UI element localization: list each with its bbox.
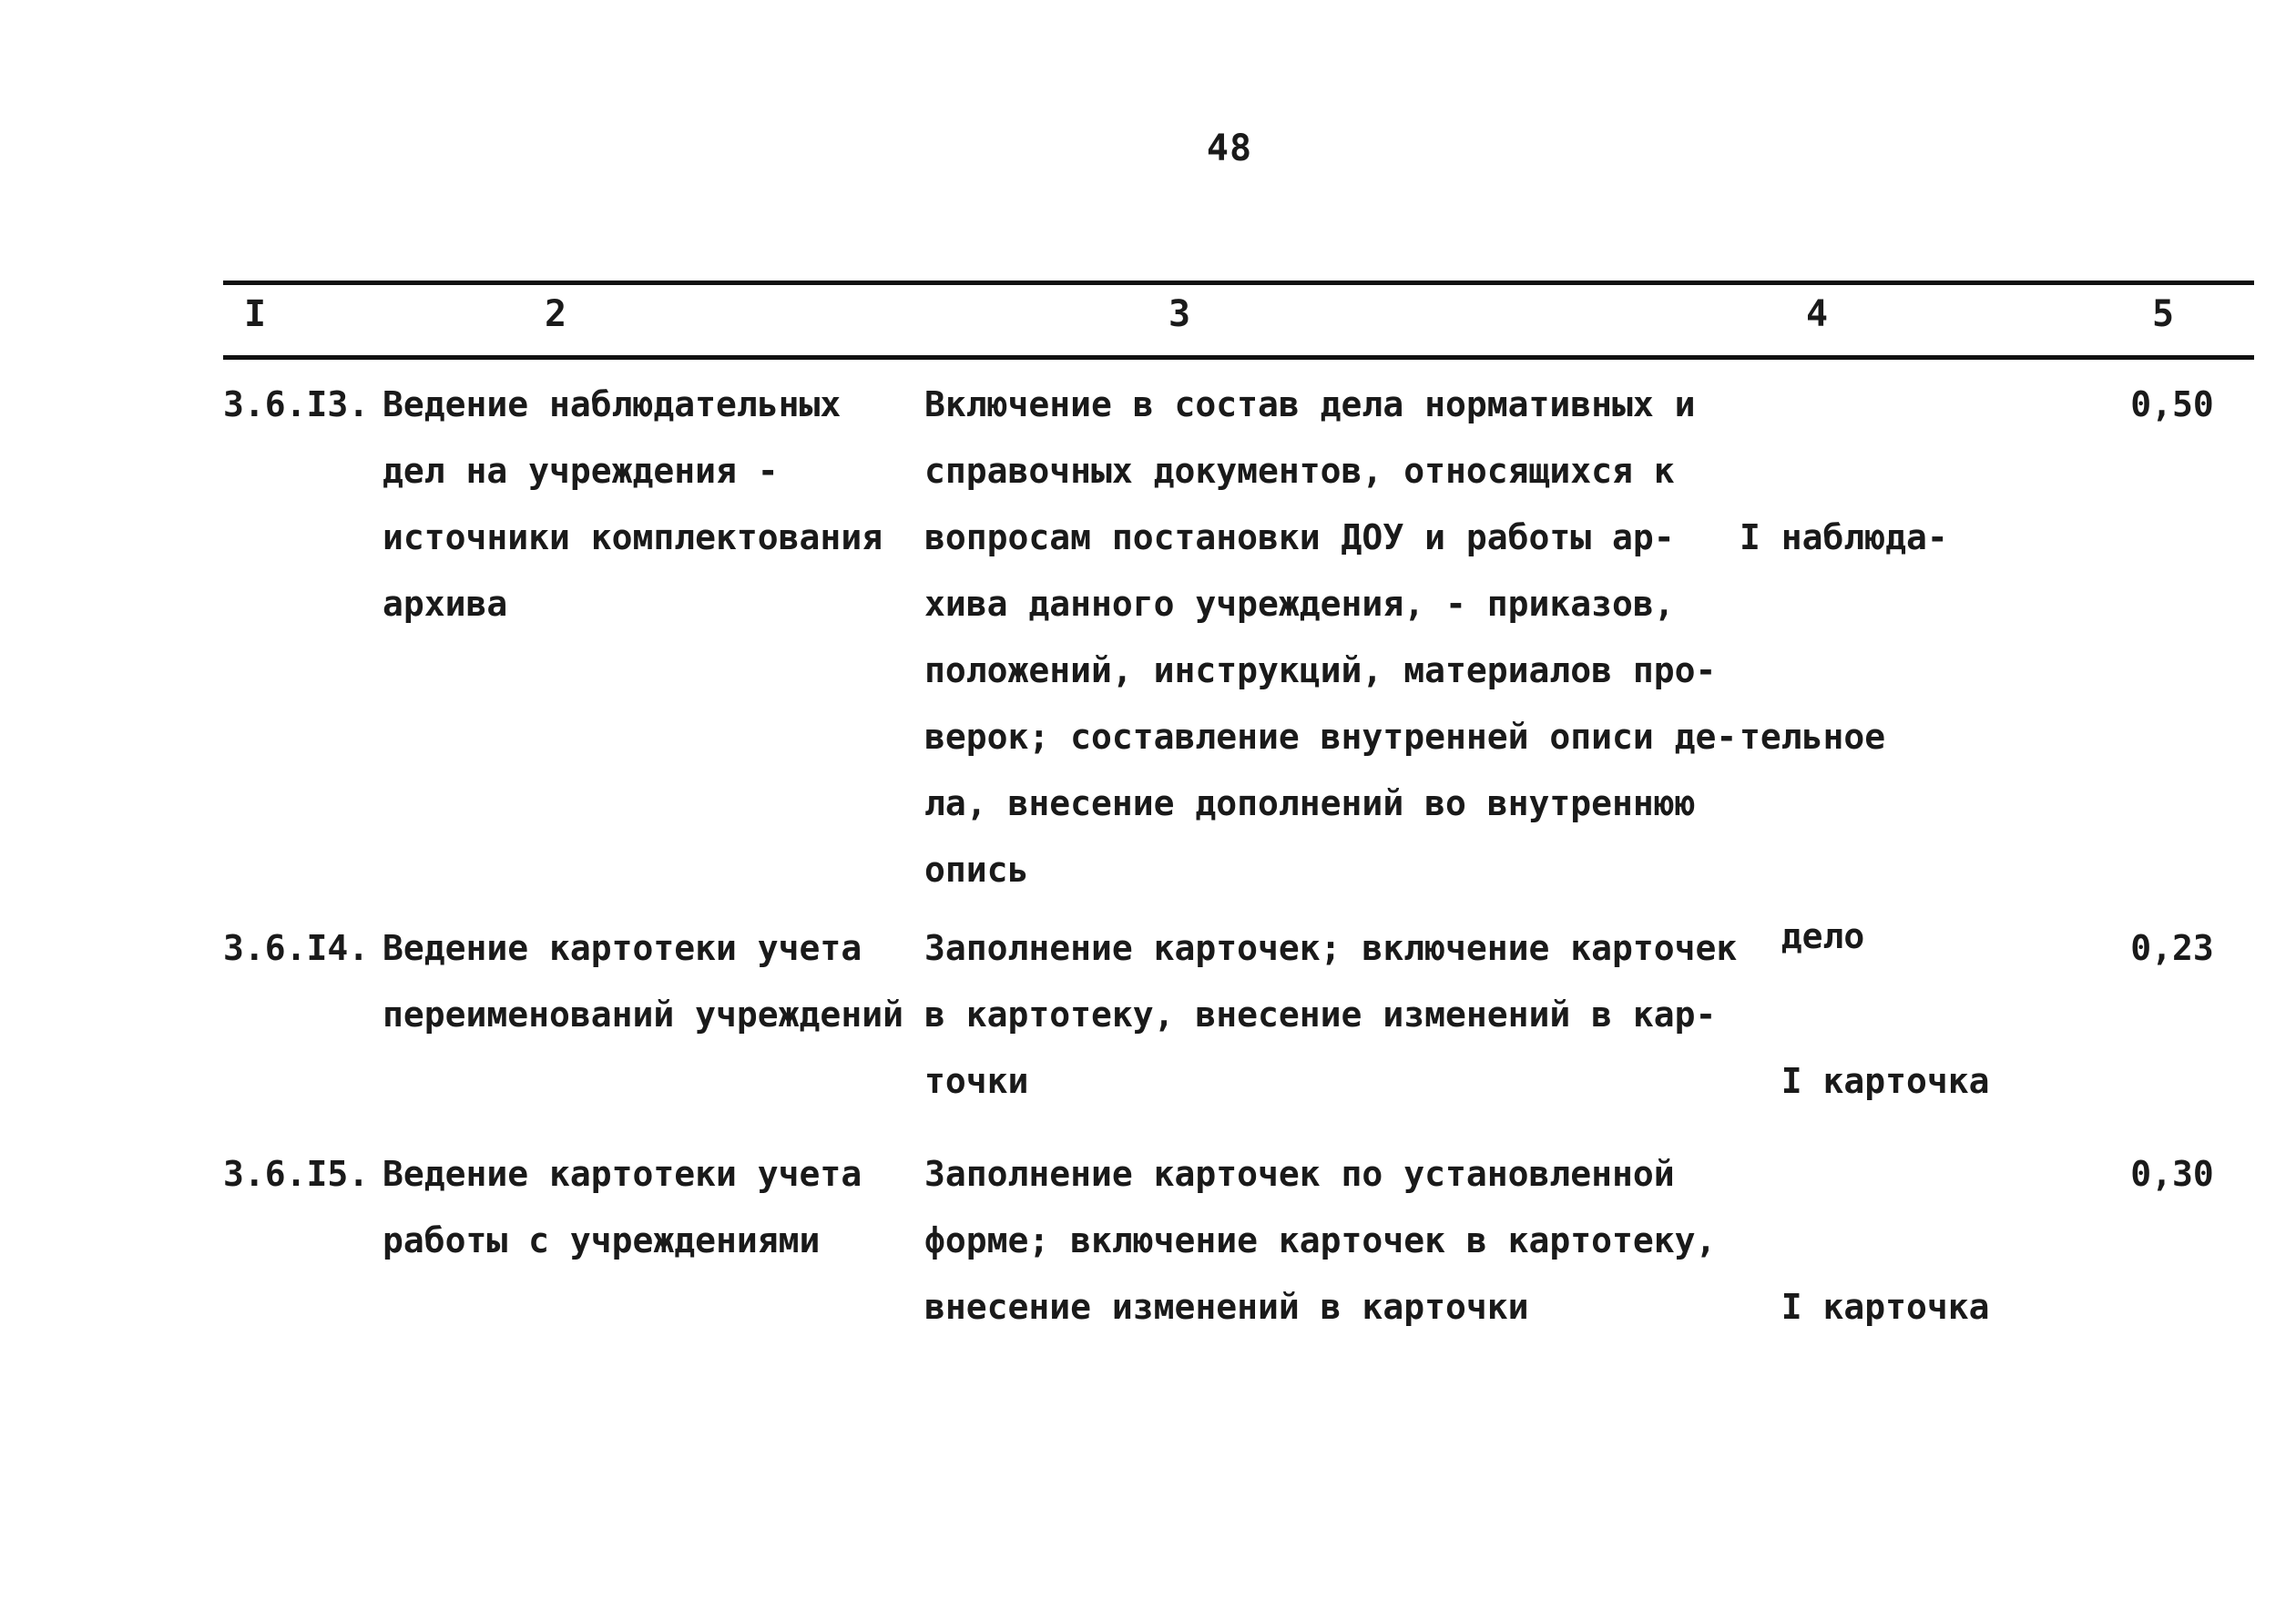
row-name-line: переименований учреждений (383, 995, 903, 1035)
row-name (383, 1141, 862, 1274)
row-description-line: в картотеку, внесение изменений в кар- (924, 995, 1717, 1035)
row-unit-line: I наблюда- (1740, 517, 1948, 557)
row-name-line: источники комплектования (383, 517, 883, 557)
row-description-line: хива данного учреждения, - приказов, (924, 584, 1675, 624)
row-name-line: Ведение картотеки учета (383, 928, 862, 968)
row-norm: 0,50 (2130, 384, 2214, 424)
column-header-1: I (243, 293, 267, 335)
row-name-line: Ведение наблюдательных (383, 384, 842, 424)
row-description-line: верок; составление внутренней описи де- (924, 717, 1738, 757)
row-number: 3.6.I4. (223, 928, 370, 968)
column-header-3: 3 (1168, 293, 1191, 335)
row-description-line: положений, инструкций, материалов про- (924, 650, 1717, 690)
row-description-line: форме; включение карточек в картотеку, (924, 1220, 1717, 1260)
row-description (924, 372, 1737, 903)
row-description-line: вопросам постановки ДОУ и работы ар- (924, 517, 1675, 557)
row-norm: 0,30 (2130, 1154, 2214, 1194)
row-name-line: Ведение картотеки учета (383, 1154, 862, 1194)
row-name-line: архива (383, 584, 508, 624)
row-unit-line: тельное (1740, 717, 1886, 757)
row-description-line: справочных документов, относящихся к (924, 451, 1675, 491)
column-header-4: 4 (1805, 293, 1829, 335)
row-description (924, 915, 1737, 1115)
row-description (924, 1141, 1716, 1341)
column-header-5: 5 (2151, 293, 2175, 335)
row-number: 3.6.I5. (223, 1154, 370, 1194)
column-header-2: 2 (544, 293, 567, 335)
row-description-line: Заполнение карточек по установленной (924, 1154, 1675, 1194)
row-unit-line: дело (1740, 916, 1865, 956)
row-unit (1740, 1141, 1990, 1474)
row-description-line: внесение изменений в карточки (924, 1287, 1529, 1327)
row-description-line: опись (924, 850, 1029, 890)
row-name (383, 372, 883, 638)
row-description-line: точки (924, 1061, 1029, 1101)
table-column-headers (0, 293, 2296, 348)
row-description-line: Включение в состав дела нормативных и (924, 384, 1696, 424)
page-number: 48 (1206, 128, 1253, 169)
row-description-line: ла, внесение дополнений во внутреннюю (924, 783, 1696, 823)
row-unit-line: I карточка (1740, 1061, 1990, 1101)
row-unit-line: I карточка (1740, 1287, 1990, 1327)
row-name-line: работы с учреждениями (383, 1220, 821, 1260)
table-header-rule (223, 355, 2254, 360)
row-description-line: Заполнение карточек; включение карточек (924, 928, 1738, 968)
row-norm: 0,23 (2130, 928, 2214, 968)
row-number: 3.6.I3. (223, 384, 370, 424)
row-name-line: дел на учреждения - (383, 451, 779, 491)
table-top-rule (223, 281, 2254, 285)
row-name (383, 915, 903, 1048)
